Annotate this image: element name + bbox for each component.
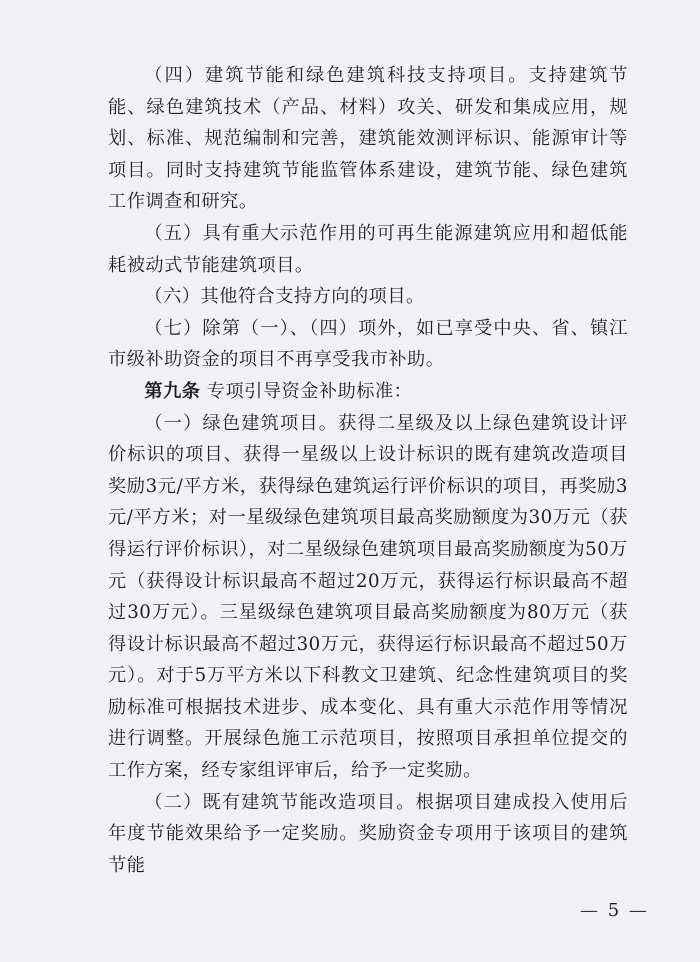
footer-dash-left: —: [580, 900, 600, 921]
footer-dash-right: —: [628, 900, 649, 921]
paragraph-item-6: （六）其他符合支持方向的项目。: [144, 286, 425, 308]
paragraph-item-4: （四）建筑节能和绿色建筑科技支持项目。支持建筑节能、绿色建筑技术（产品、材料）攻关、研发和集成应用，规划、标准、规范编制和完善，建筑能效测评标识、能源审计等项目。同时支持建筑节能监管体系建设，建筑节能、绿色建筑工作调查和研究。: [108, 65, 628, 213]
paragraph-green-building: （一）绿色建筑项目。获得二星级及以上绿色建筑设计评价标识的项目、获得一星级以上设计标识的既有建筑改造项目奖励3元/平方米，获得绿色建筑运行评价标识的项目，再奖励3元/平方米；对一星级绿色建筑项目最高奖励额度为30万元（获得运行评价标识），对二星级绿色建筑项目最高奖励额度为50万元（获得设计标识最高不超过20万元，获得运行标识最高不超过30万元）。三星级绿色建筑项目最高奖励额度为80万元（获得设计标识最高不超过30万元，获得运行标识最高不超过50万元）。对于5万平方米以下科教文卫建筑、纪念性建筑项目的奖励标准可根据技术进步、成本变化、具有重大示范作用等情况进行调整。开展绿色施工示范项目，按照项目承担单位提交的工作方案，经专家组评审后，给予一定奖励。: [108, 412, 628, 782]
article-9-text: 专项引导资金补助标准：: [206, 380, 413, 402]
page-number: 5: [607, 900, 622, 921]
paragraph-item-7: （七）除第（一）、（四）项外，如已享受中央、省、镇江市级补助资金的项目不再享受我市补助。: [108, 317, 628, 371]
page-footer: [580, 900, 649, 921]
paragraph-retrofit: （二）既有建筑节能改造项目。根据项目建成投入使用后年度节能效果给予一定奖励。奖励资金专项用于该项目的建筑节能: [108, 791, 628, 876]
paragraph-item-5: （五）具有重大示范作用的可再生能源建筑应用和超低能耗被动式节能建筑项目。: [108, 222, 628, 276]
article-9: [108, 376, 628, 408]
body-text: [108, 60, 628, 881]
article-9-heading: 第九条: [144, 380, 201, 402]
